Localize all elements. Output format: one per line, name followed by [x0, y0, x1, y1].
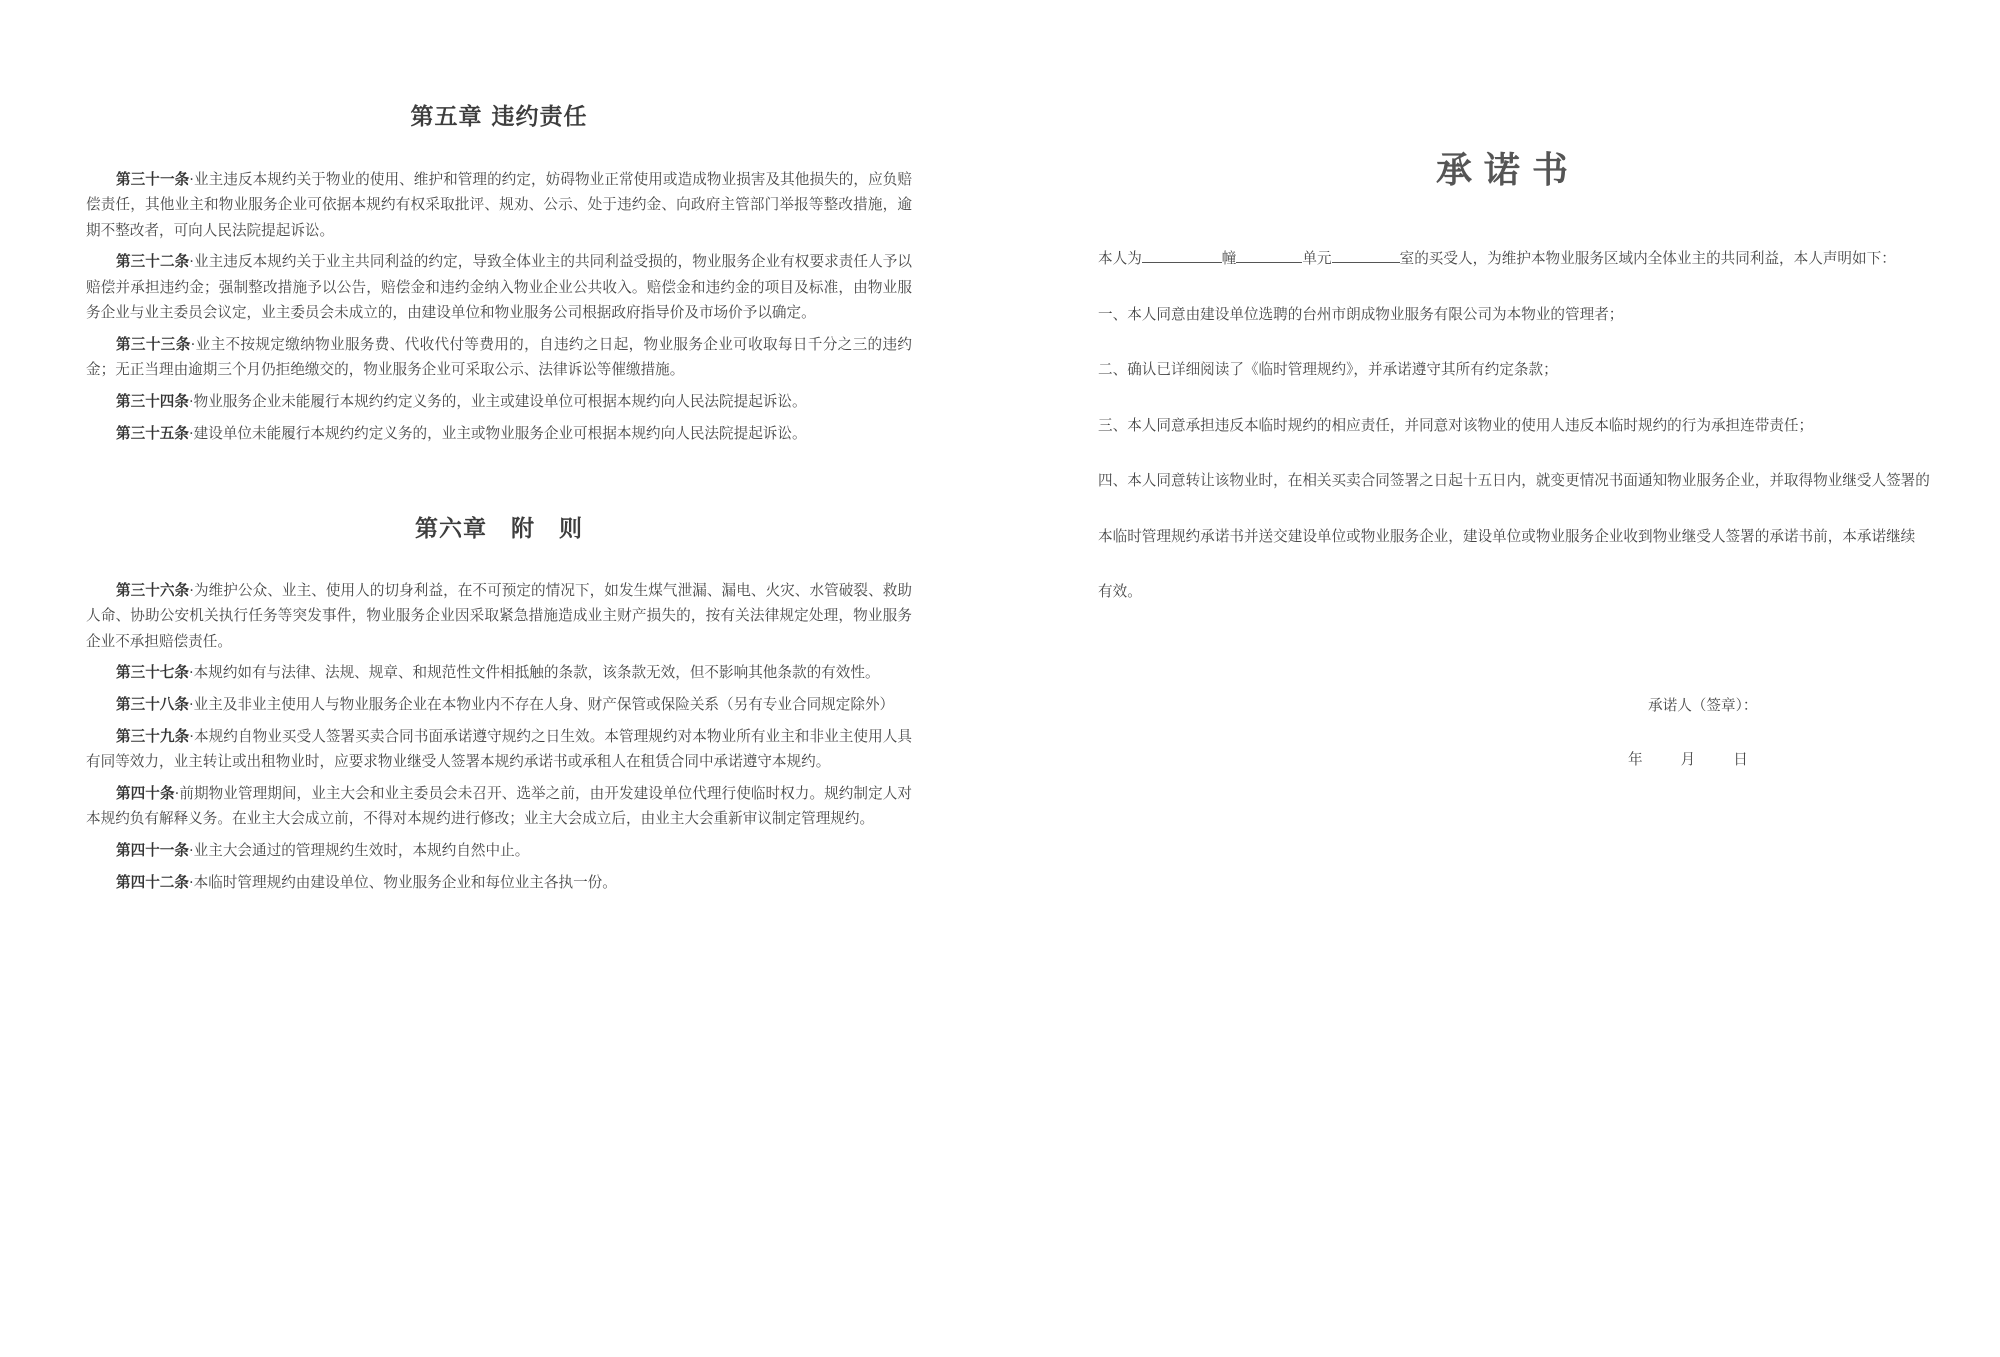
- pledge-item-4-line1: 四、本人同意转让该物业时，在相关买卖合同签署之日起十五日内，就变更情况书面通知物业服务企业，并取得物业继受人签署的: [1098, 472, 1930, 489]
- article-33: 第三十三条·业主不按规定缴纳物业服务费、代收代付等费用的，自违约之日起，物业服务企业可收取每日千分之三的违约金；无正当理由逾期三个月仍拒绝缴交的，物业服务企业可采取公示、法律诉讼等催缴措施。: [86, 335, 912, 379]
- article-number: 第三十一条: [116, 171, 190, 188]
- pledge-item-1: 一、本人同意由建设单位选聘的台州市朗成物业服务有限公司为本物业的管理者；: [1098, 305, 1624, 323]
- intro-text: 幢: [1221, 250, 1237, 267]
- article-41: 第四十一条·业主大会通过的管理规约生效时，本规约自然中止。: [116, 842, 530, 860]
- article-text: 本规约如有与法律、法规、规章、和规范性文件相抵触的条款，该条款无效，但不影响其他条款的有效性。: [193, 664, 880, 682]
- article-35: 第三十五条·建设单位未能履行本规约约定义务的，业主或物业服务企业可根据本规约向人民法院提起诉讼。: [116, 424, 807, 442]
- article-text: 本规约自物业买受人签署买卖合同书面承诺遵守规约之日生效。本管理规约对本物业所有业主和非业主使用人具有同等效力，业主转让或出租物业时，应要求物业继受人签署本规约承诺书或承租人在租赁合同中承诺遵守本规约。: [86, 727, 912, 771]
- article-number: 第三十八条: [116, 696, 189, 714]
- pledge-item-2: 二、确认已详细阅读了《临时管理规约》，并承诺遵守其所有约定条款；: [1098, 361, 1558, 378]
- building-blank[interactable]: [1142, 248, 1222, 263]
- date-day: 日: [1733, 751, 1748, 768]
- date-month: 月: [1680, 751, 1696, 768]
- article-number: 第三十九条: [116, 727, 190, 745]
- article-number: 第三十五条: [116, 424, 189, 442]
- intro-text: 本人为: [1098, 250, 1142, 267]
- article-number: 第四十一条: [116, 842, 189, 860]
- article-38: 第三十八条·业主及非业主使用人与物业服务企业在本物业内不存在人身、财产保管或保险关系（另有专业合同规定除外）: [116, 696, 895, 714]
- article-text: 业主违反本规约关于业主共同利益的约定，导致全体业主的共同利益受损的，物业服务企业有权要求责任人予以赔偿并承担违约金；强制整改措施予以公告，赔偿金和违约金纳入物业企业公共收入。赔偿金和违约金的项目及标准，由物业服务企业与业主委员会议定，业主委员会未成立的，由建设单位和物业服务公司根据政府指导价及市场价予以确定。: [86, 253, 912, 321]
- article-text: 业主不按规定缴纳物业服务费、代收代付等费用的，自违约之日起，物业服务企业可收取每日千分之三的违约金；无正当理由逾期三个月仍拒绝缴交的，物业服务企业可采取公示、法律诉讼等催缴措施。: [86, 335, 912, 379]
- room-blank[interactable]: [1332, 248, 1400, 263]
- article-34: 第三十四条·物业服务企业未能履行本规约约定义务的，业主或建设单位可根据本规约向人民法院提起诉讼。: [116, 392, 807, 410]
- article-32: 第三十二条·业主违反本规约关于业主共同利益的约定，导致全体业主的共同利益受损的，物业服务企业有权要求责任人予以赔偿并承担违约金；强制整改措施予以公告，赔偿金和违约金纳入物业企业公共收入。赔偿金和违约金的项目及标准，由物业服务企业与业主委员会议定，业主委员会未成立的，由建设单位和物业服务公司根据政府指导价及市场价予以确定。: [86, 253, 912, 321]
- article-text: 业主及非业主使用人与物业服务企业在本物业内不存在人身、财产保管或保险关系（另有专业合同规定除外）: [193, 696, 895, 714]
- chapter5-articles: [86, 167, 912, 452]
- chapter6-articles: [86, 578, 912, 902]
- date-year: 年: [1628, 751, 1643, 768]
- article-number: 第四十条: [116, 785, 175, 803]
- intro-text: 单元: [1302, 250, 1332, 267]
- article-39: 第三十九条·本规约自物业买受人签署买卖合同书面承诺遵守规约之日生效。本管理规约对本物业所有业主和非业主使用人具有同等效力，业主转让或出租物业时，应要求物业继受人签署本规约承诺书或承租人在租赁合同中承诺遵守本规约。: [86, 727, 912, 771]
- article-number: 第四十二条: [116, 873, 189, 891]
- article-40: 第四十条·前期物业管理期间，业主大会和业主委员会未召开、选举之前，由开发建设单位代理行使临时权力。规约制定人对本规约负有解释义务。在业主大会成立前，不得对本规约进行修改；业主大会成立后，由业主大会重新审议制定管理规约。: [86, 785, 912, 828]
- chapter5-title: 第五章 违约责任: [410, 104, 588, 130]
- article-number: 第三十四条: [116, 392, 189, 410]
- pledge-item-3: 三、本人同意承担违反本临时规约的相应责任，并同意对该物业的使用人违反本临时规约的行为承担连带责任；: [1098, 416, 1814, 434]
- left-page: [86, 0, 912, 1357]
- article-number: 第三十六条: [116, 582, 190, 599]
- pledge-item-4-line2: 本临时管理规约承诺书并送交建设单位或物业服务企业，建设单位或物业服务企业收到物业继受人签署的承诺书前，本承诺继续: [1098, 527, 1916, 545]
- article-number: 第三十七条: [116, 664, 189, 682]
- pledge-title: 承诺书: [1435, 150, 1580, 191]
- article-number: 第三十三条: [116, 335, 191, 353]
- article-text: 业主违反本规约关于物业的使用、维护和管理的约定，妨碍物业正常使用或造成物业损害及其他损失的，应负赔偿责任，其他业主和物业服务企业可依据本规约有权采取批评、规劝、公示、处于违约金、向政府主管部门举报等整改措施，逾期不整改者，可向人民法院提起诉讼。: [86, 171, 912, 239]
- article-37: 第三十七条·本规约如有与法律、法规、规章、和规范性文件相抵触的条款，该条款无效，但不影响其他条款的有效性。: [116, 664, 880, 682]
- pledge-intro: [1098, 246, 1918, 271]
- pledge-item-4-line3: 有效。: [1098, 583, 1142, 600]
- unit-blank[interactable]: [1236, 248, 1302, 263]
- article-number: 第三十二条: [116, 253, 190, 271]
- article-text: 本临时管理规约由建设单位、物业服务企业和每位业主各执一份。: [193, 873, 617, 891]
- intro-text: 室的买受人，为维护本物业服务区域内全体业主的共同利益，本人声明如下：: [1399, 250, 1896, 267]
- right-page: [1098, 0, 1930, 1357]
- article-36: 第三十六条·为维护公众、业主、使用人的切身利益，在不可预定的情况下，如发生煤气泄漏、漏电、火灾、水管破裂、救助人命、协助公安机关执行任务等突发事件，物业服务企业因采取紧急措施造成业主财产损失的，按有关法律规定处理，物业服务企业不承担赔偿责任。: [86, 582, 912, 650]
- article-text: 前期物业管理期间，业主大会和业主委员会未召开、选举之前，由开发建设单位代理行使临时权力。规约制定人对本规约负有解释义务。在业主大会成立前，不得对本规约进行修改；业主大会成立后，由业主大会重新审议制定管理规约。: [86, 785, 912, 828]
- signature-date: [1628, 748, 1748, 769]
- chapter6-title: 第六章 附 则: [415, 516, 583, 542]
- article-31: 第三十一条·业主违反本规约关于物业的使用、维护和管理的约定，妨碍物业正常使用或造成物业损害及其他损失的，应负赔偿责任，其他业主和物业服务企业可依据本规约有权采取批评、规劝、公示、处于违约金、向政府主管部门举报等整改措施，逾期不整改者，可向人民法院提起诉讼。: [86, 171, 912, 239]
- signer-label: 承诺人（签章）：: [1648, 697, 1758, 714]
- pledge-body: [1098, 246, 1930, 635]
- article-text: 为维护公众、业主、使用人的切身利益，在不可预定的情况下，如发生煤气泄漏、漏电、火灾、水管破裂、救助人命、协助公安机关执行任务等突发事件，物业服务企业因采取紧急措施造成业主财产损失的，按有关法律规定处理，物业服务企业不承担赔偿责任。: [86, 582, 912, 650]
- article-text: 建设单位未能履行本规约约定义务的，业主或物业服务企业可根据本规约向人民法院提起诉讼。: [193, 424, 807, 442]
- article-42: 第四十二条·本临时管理规约由建设单位、物业服务企业和每位业主各执一份。: [116, 873, 617, 891]
- article-text: 业主大会通过的管理规约生效时，本规约自然中止。: [193, 842, 530, 860]
- article-text: 物业服务企业未能履行本规约约定义务的，业主或建设单位可根据本规约向人民法院提起诉讼。: [193, 392, 807, 410]
